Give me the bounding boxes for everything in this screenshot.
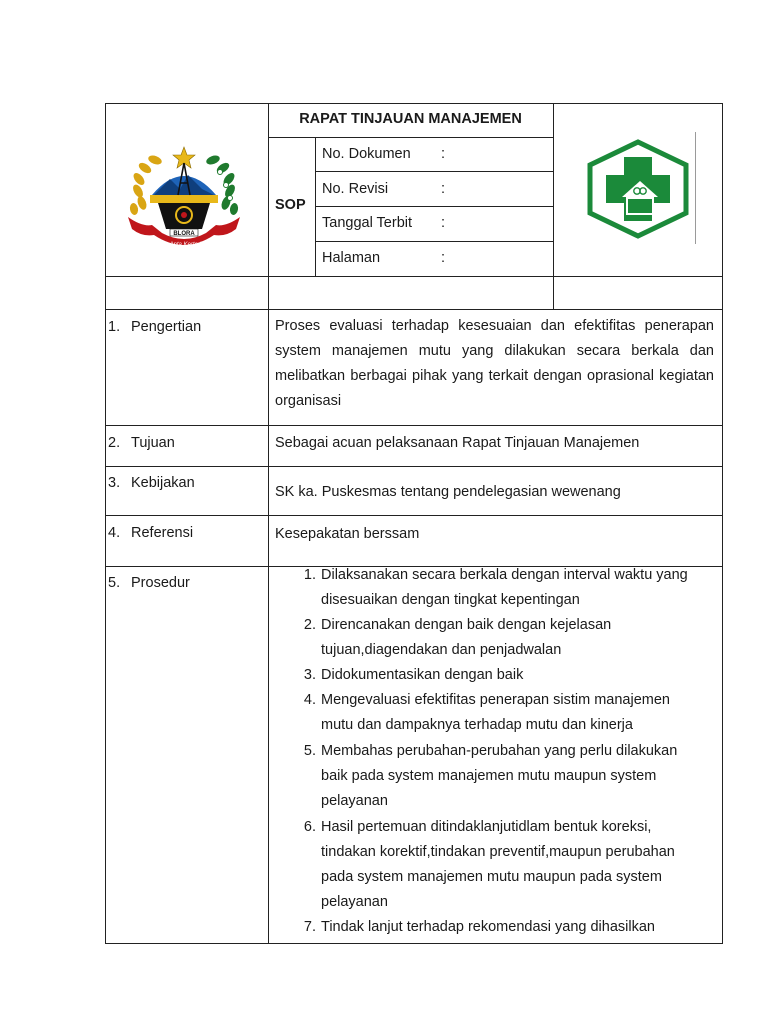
step-number: 3. xyxy=(303,667,316,683)
step-line: Hasil pertemuan ditindaklanjutidlam bentuk koreksi, xyxy=(321,819,652,835)
section-number: 3. xyxy=(108,475,121,491)
field-separator: : xyxy=(441,250,446,266)
step-number: 6. xyxy=(303,819,316,835)
step-line: Dilaksanakan secara berkala dengan interval waktu yang xyxy=(321,567,688,583)
field-separator: : xyxy=(441,215,446,231)
field-label: Halaman xyxy=(322,250,381,266)
step-number: 2. xyxy=(303,617,316,633)
section-label: Pengertian xyxy=(131,319,202,335)
step-line: Membahas perubahan-perubahan yang perlu dilakukan xyxy=(321,743,678,759)
step-line: tujuan,diagendakan dan penjadwalan xyxy=(321,642,562,658)
step-line: disesuaikan dengan tingkat kepentingan xyxy=(321,592,580,608)
section-content: Sebagai acuan pelaksanaan Rapat Tinjauan Manajemen xyxy=(275,435,640,451)
step-line: Didokumentasikan dengan baik xyxy=(321,667,524,683)
field-label: No. Dokumen xyxy=(322,146,411,162)
svg-text:Sarwa Anta Kerta Muliya: Sarwa Anta Kerta Muliya xyxy=(151,242,217,248)
step-number: 7. xyxy=(303,919,316,935)
step-line: Direncanakan dengan baik dengan kejelasan xyxy=(321,617,612,633)
section-content: SK ka. Puskesmas tentang pendelegasian wewenang xyxy=(275,484,621,500)
field-label: Tanggal Terbit xyxy=(322,215,413,231)
step-number: 5. xyxy=(303,743,316,759)
step-line: Mengevaluasi efektifitas penerapan sistim manajemen xyxy=(321,692,670,708)
step-number: 4. xyxy=(303,692,316,708)
step-line: pelayanan xyxy=(321,793,388,809)
step-line: pelayanan xyxy=(321,894,388,910)
section-content: Proses evaluasi terhadap kesesuaian dan efektifitas penerapan system manajemen mutu yang dilakukan secara berkala dan melibatkan berbagai pihak yang terkait dengan oprasional kegiatan organisasi xyxy=(275,318,714,409)
blora-emblem-icon xyxy=(122,145,246,253)
section-label: Kebijakan xyxy=(131,475,195,491)
field-separator: : xyxy=(441,146,446,162)
step-line: baik pada system manajemen mutu maupun system xyxy=(321,768,657,784)
step-line: pada system manajemen mutu maupun pada system xyxy=(321,869,662,885)
field-separator: : xyxy=(441,181,446,197)
section-content: Kesepakatan berssam xyxy=(275,526,420,542)
puskesmas-logo-icon xyxy=(584,139,692,239)
step-line: tindakan korektif,tindakan preventif,maupun perubahan xyxy=(321,844,675,860)
sop-label: SOP xyxy=(275,197,306,213)
section-number: 5. xyxy=(108,575,121,591)
section-label: Referensi xyxy=(131,525,194,541)
field-label: No. Revisi xyxy=(322,181,389,197)
step-line: Tindak lanjut terhadap rekomendasi yang dihasilkan xyxy=(321,919,655,935)
step-number: 1. xyxy=(303,567,316,583)
section-label: Prosedur xyxy=(131,575,190,591)
section-number: 1. xyxy=(108,319,121,335)
section-number: 2. xyxy=(108,435,121,451)
svg-text:BLORA: BLORA xyxy=(173,231,195,237)
section-number: 4. xyxy=(108,525,121,541)
section-label: Tujuan xyxy=(131,435,175,451)
document-title: RAPAT TINJAUAN MANAJEMEN xyxy=(299,111,522,127)
step-line: mutu dan dampaknya terhadap mutu dan kinerja xyxy=(321,717,633,733)
